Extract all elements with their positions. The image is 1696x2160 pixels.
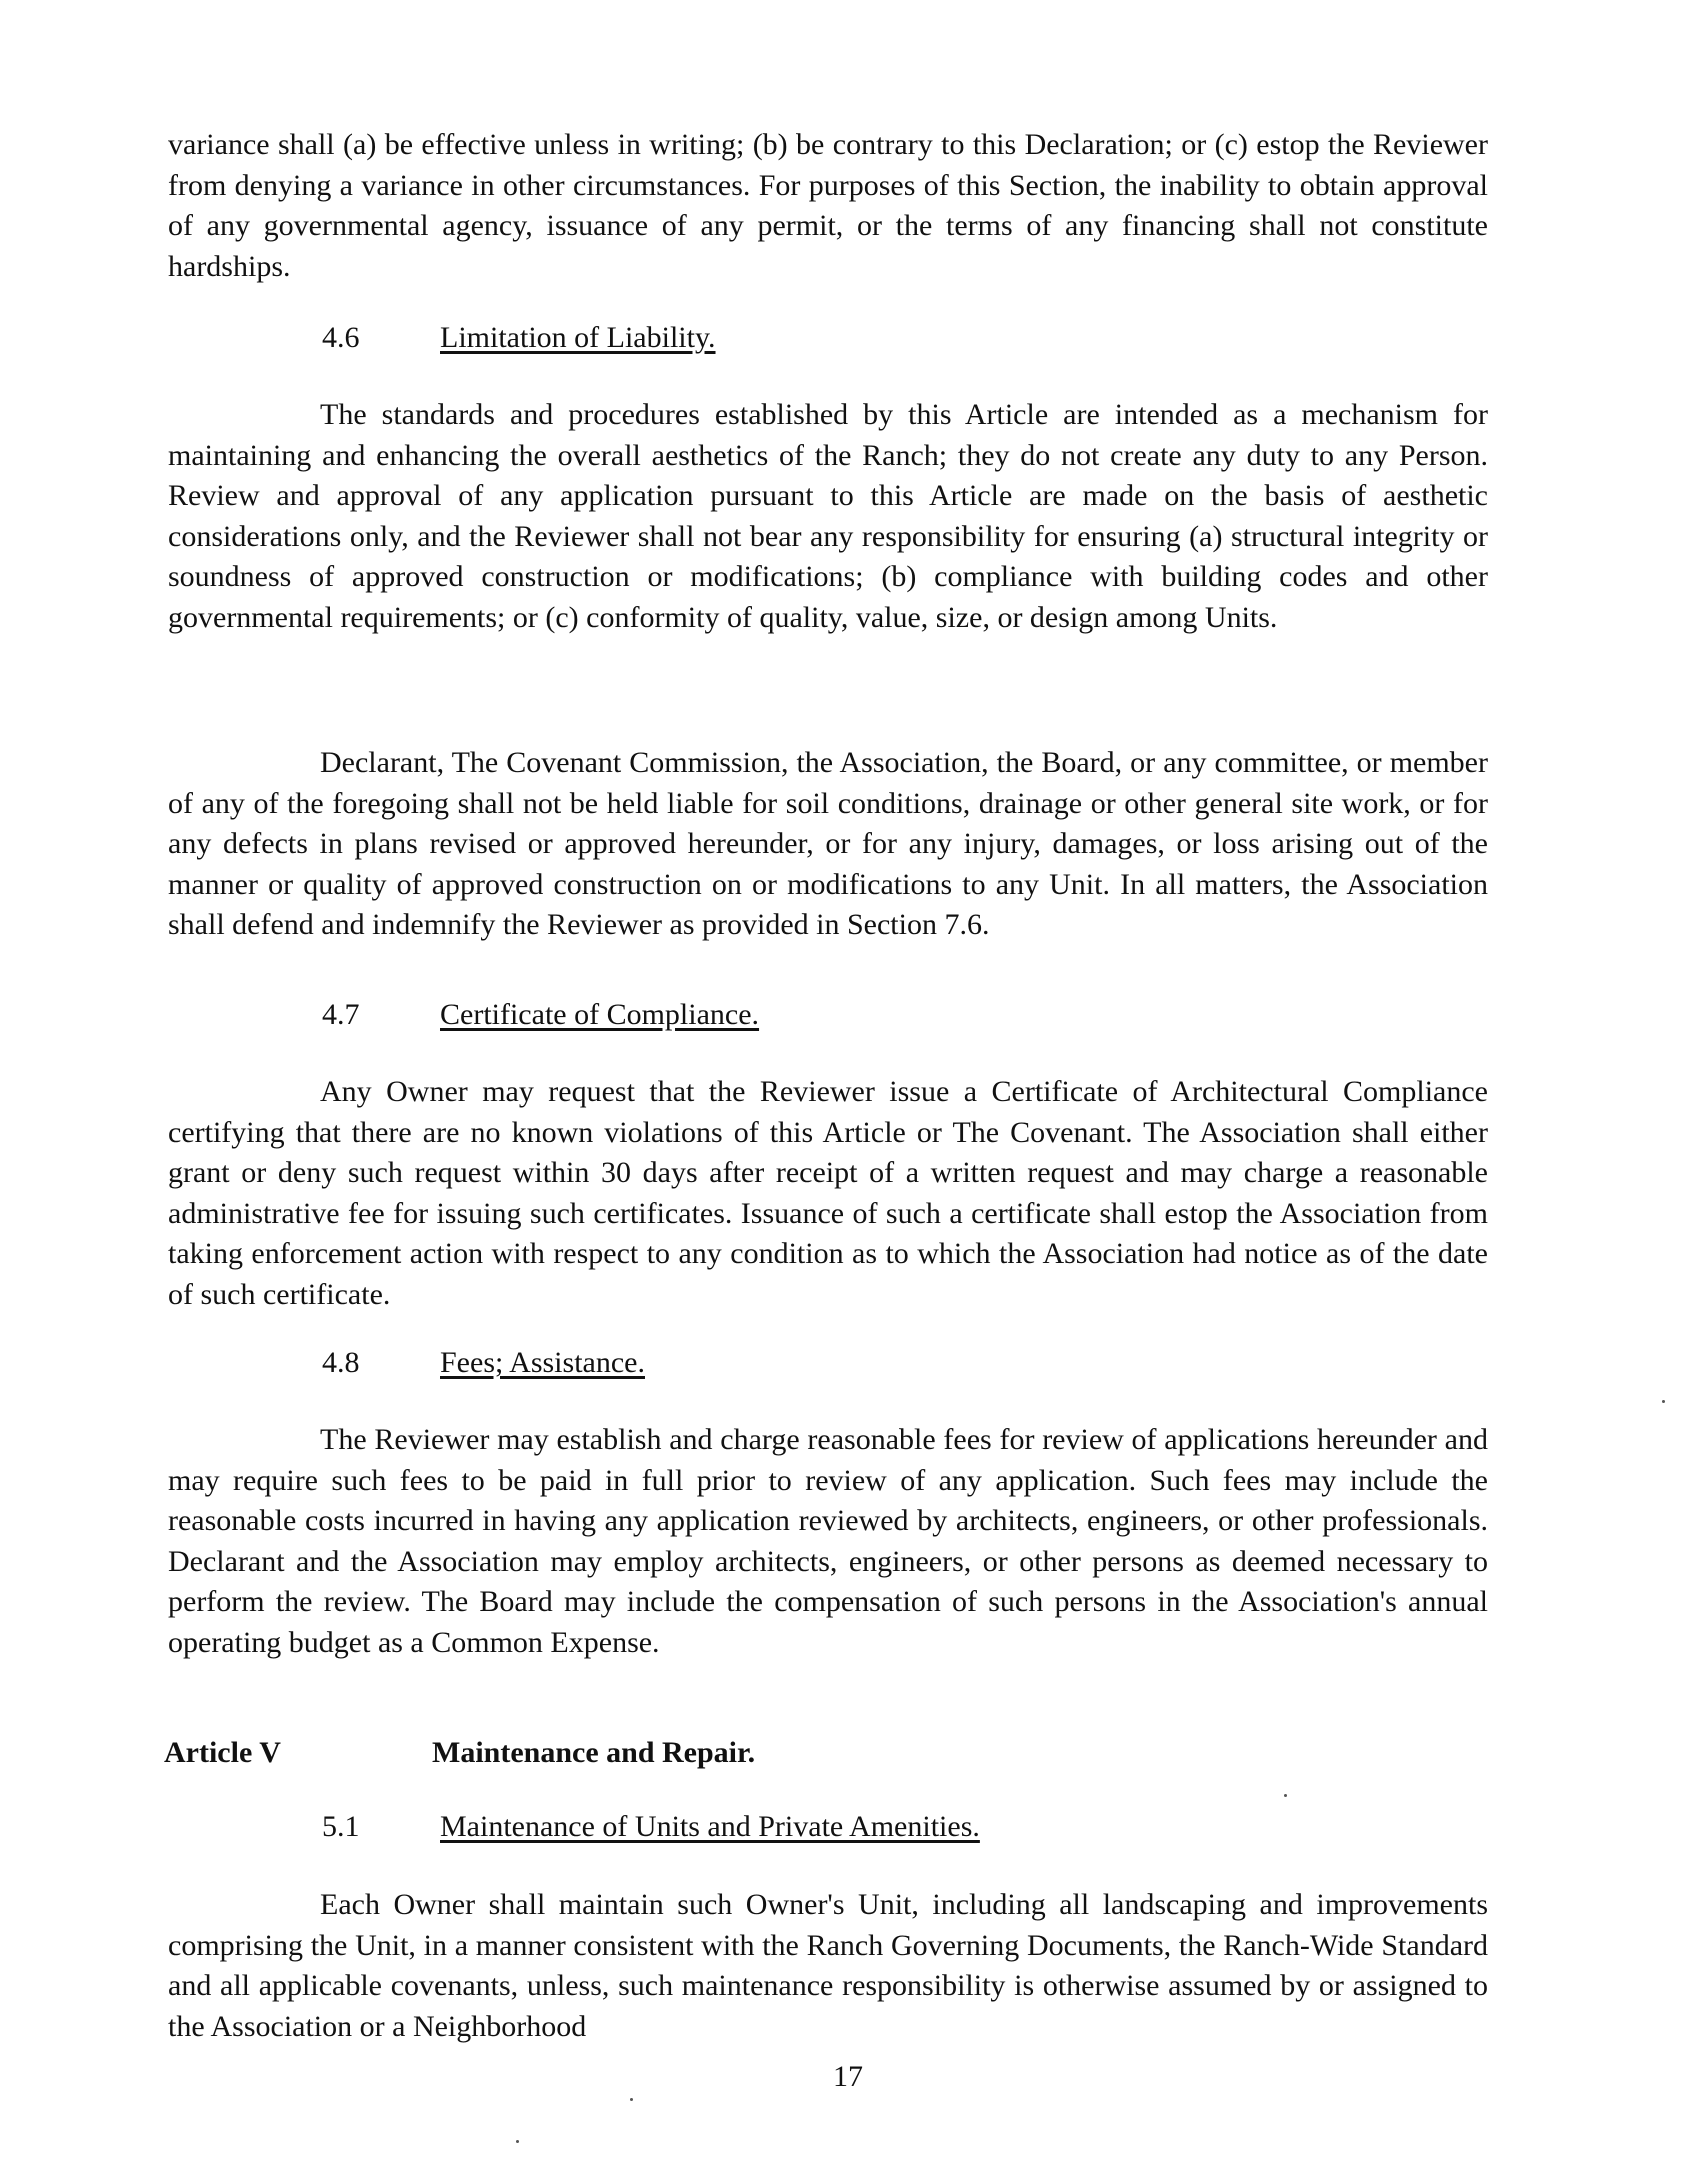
section-title: Maintenance of Units and Private Amenities.: [440, 1810, 980, 1843]
section-number: 4.8: [322, 1346, 360, 1379]
section-title: Fees; Assistance.: [440, 1346, 645, 1379]
article-title: Maintenance and Repair.: [432, 1736, 756, 1769]
scan-speck: [630, 2098, 633, 2101]
paragraph-4-6-standards: The standards and procedures established by this Article are intended as a mechanism for maintaining and enhancing the overall aesthetics of the Ranch; they do not create any duty to any Person. Review and approval of any application pursuant to this Article are made on the basis of aesthetic considerations only, and the Reviewer shall not bear any responsibility for ensuring (a) structural integrity or soundness of approved construction or modifications; (b) compliance with building codes and other governmental requirements; or (c) conformity of quality, value, size, or design among Units.: [168, 398, 1488, 634]
article-heading-v: [0, 1733, 1696, 1773]
paragraph-4-7: Any Owner may request that the Reviewer issue a Certificate of Architectural Compliance certifying that there are no known violations of this Article or The Covenant. The Association shall either grant or deny such request within 30 days after receipt of a written request and may charge a reasonable administrative fee for issuing such certificates. Issuance of such a certificate shall estop the Association from taking enforcement action with respect to any condition as to which the Association had notice as of the date of such certificate.: [168, 1075, 1488, 1311]
paragraph-5-1: Each Owner shall maintain such Owner's Unit, including all landscaping and improvements comprising the Unit, in a manner consistent with the Ranch Governing Documents, the Ranch-Wide Standard and all applicable covenants, unless, such maintenance responsibility is otherwise assumed by or assigned to the Association or a Neighborhood: [168, 1888, 1488, 2043]
section-number: 4.7: [322, 998, 360, 1031]
section-heading-5-1: [0, 1807, 1696, 1847]
section-title: Limitation of Liability.: [440, 321, 716, 354]
section-title: Certificate of Compliance.: [440, 998, 760, 1031]
scan-speck: [516, 2140, 519, 2143]
scan-speck: [1284, 1794, 1287, 1797]
scan-speck: [1662, 1400, 1665, 1403]
paragraph-4-8: The Reviewer may establish and charge reasonable fees for review of applications hereunder and may require such fees to be paid in full prior to review of any application. Such fees may include the reasonable costs incurred in having any application reviewed by architects, engineers, or other professionals. Declarant and the Association may employ architects, engineers, or other persons as deemed necessary to perform the review. The Board may include the compensation of such persons in the Association's annual operating budget as a Common Expense.: [168, 1423, 1488, 1659]
section-number: 4.6: [322, 321, 360, 354]
paragraph-variance: variance shall (a) be effective unless in writing; (b) be contrary to this Declaration; or (c) estop the Reviewer from denying a variance in other circumstances. For purposes of this Section, the inability to obtain approval of any governmental agency, issuance of any permit, or the terms of any financing shall not constitute hardships.: [168, 128, 1488, 283]
section-heading-4-6: [0, 318, 1696, 358]
section-number: 5.1: [322, 1810, 360, 1843]
section-heading-4-8: [0, 1343, 1696, 1383]
paragraph-4-6-declarant: Declarant, The Covenant Commission, the Association, the Board, or any committee, or member of any of the foregoing shall not be held liable for soil conditions, drainage or other general site work, or for any defects in plans revised or approved hereunder, or for any injury, damages, or loss arising out of the manner or quality of approved construction on or modifications to any Unit. In all matters, the Association shall defend and indemnify the Reviewer as provided in Section 7.6.: [168, 746, 1488, 941]
section-heading-4-7: [0, 995, 1696, 1035]
page-number: 17: [833, 2060, 863, 2093]
article-number: Article V: [164, 1736, 281, 1769]
